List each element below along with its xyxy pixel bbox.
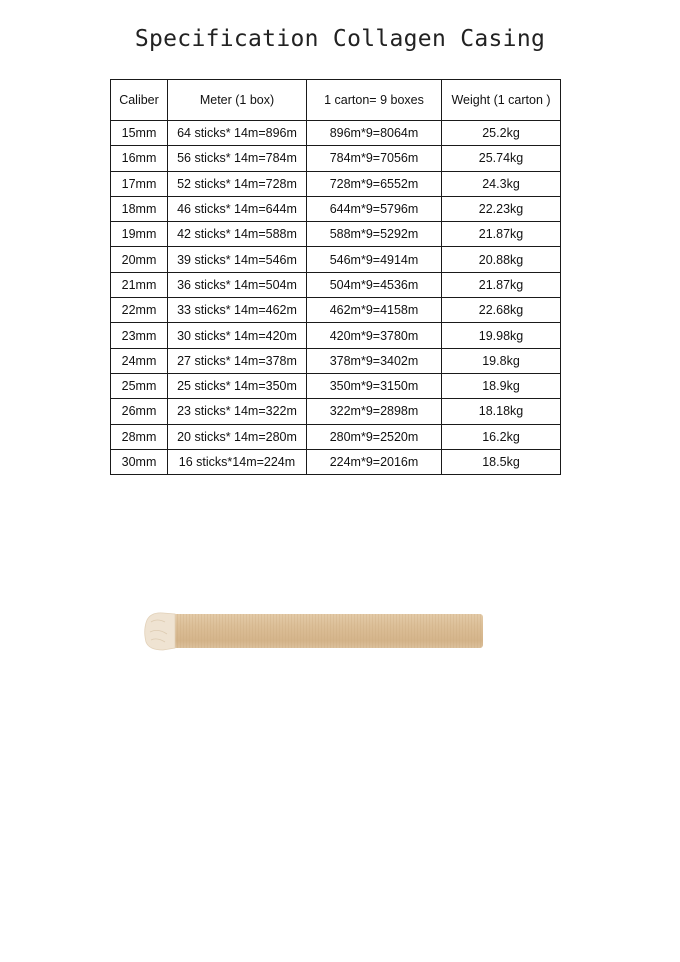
table-row — [111, 424, 561, 449]
cell-caliber: 16mm — [111, 146, 168, 171]
cell-weight: 19.98kg — [442, 323, 561, 348]
cell-carton: 462m*9=4158m — [307, 298, 442, 323]
table-row — [111, 373, 561, 398]
cell-caliber: 22mm — [111, 298, 168, 323]
table-row — [111, 298, 561, 323]
cell-weight: 18.9kg — [442, 373, 561, 398]
cell-meter: 39 sticks* 14m=546m — [168, 247, 307, 272]
cell-meter: 46 sticks* 14m=644m — [168, 196, 307, 221]
page-title: Specification Collagen Casing — [134, 26, 546, 52]
cell-meter: 56 sticks* 14m=784m — [168, 146, 307, 171]
cell-carton: 322m*9=2898m — [307, 399, 442, 424]
cell-weight: 25.74kg — [442, 146, 561, 171]
table-row — [111, 121, 561, 146]
cell-caliber: 30mm — [111, 449, 168, 474]
cell-meter: 33 sticks* 14m=462m — [168, 298, 307, 323]
cell-meter: 30 sticks* 14m=420m — [168, 323, 307, 348]
header-meter: Meter (1 box) — [168, 80, 307, 121]
cell-carton: 280m*9=2520m — [307, 424, 442, 449]
cell-caliber: 23mm — [111, 323, 168, 348]
table-row — [111, 146, 561, 171]
cell-weight: 18.5kg — [442, 449, 561, 474]
cell-caliber: 19mm — [111, 222, 168, 247]
table-row — [111, 272, 561, 297]
cell-carton: 896m*9=8064m — [307, 121, 442, 146]
cell-meter: 16 sticks*14m=224m — [168, 449, 307, 474]
cell-meter: 20 sticks* 14m=280m — [168, 424, 307, 449]
cell-caliber: 24mm — [111, 348, 168, 373]
cell-meter: 36 sticks* 14m=504m — [168, 272, 307, 297]
cell-meter: 25 sticks* 14m=350m — [168, 373, 307, 398]
table-header-row — [111, 80, 561, 121]
cell-meter: 23 sticks* 14m=322m — [168, 399, 307, 424]
collagen-casing-image — [143, 610, 488, 654]
cell-carton: 378m*9=3402m — [307, 348, 442, 373]
cell-weight: 21.87kg — [442, 272, 561, 297]
cell-carton: 546m*9=4914m — [307, 247, 442, 272]
cell-weight: 25.2kg — [442, 121, 561, 146]
cell-carton: 784m*9=7056m — [307, 146, 442, 171]
cell-weight: 16.2kg — [442, 424, 561, 449]
cell-caliber: 17mm — [111, 171, 168, 196]
cell-carton: 644m*9=5796m — [307, 196, 442, 221]
cell-carton: 350m*9=3150m — [307, 373, 442, 398]
cell-weight: 22.23kg — [442, 196, 561, 221]
cell-weight: 20.88kg — [442, 247, 561, 272]
table-row — [111, 449, 561, 474]
cell-caliber: 28mm — [111, 424, 168, 449]
cell-meter: 42 sticks* 14m=588m — [168, 222, 307, 247]
cell-caliber: 21mm — [111, 272, 168, 297]
cell-weight: 19.8kg — [442, 348, 561, 373]
header-weight: Weight (1 carton ) — [442, 80, 561, 121]
cell-carton: 420m*9=3780m — [307, 323, 442, 348]
cell-caliber: 25mm — [111, 373, 168, 398]
table-row — [111, 222, 561, 247]
table-row — [111, 171, 561, 196]
cell-weight: 18.18kg — [442, 399, 561, 424]
cell-carton: 728m*9=6552m — [307, 171, 442, 196]
cell-caliber: 20mm — [111, 247, 168, 272]
cell-meter: 52 sticks* 14m=728m — [168, 171, 307, 196]
table-row — [111, 323, 561, 348]
cell-carton: 588m*9=5292m — [307, 222, 442, 247]
cell-caliber: 15mm — [111, 121, 168, 146]
header-carton: 1 carton= 9 boxes — [307, 80, 442, 121]
cell-caliber: 18mm — [111, 196, 168, 221]
table-row — [111, 348, 561, 373]
cell-meter: 64 sticks* 14m=896m — [168, 121, 307, 146]
cell-carton: 504m*9=4536m — [307, 272, 442, 297]
cell-meter: 27 sticks* 14m=378m — [168, 348, 307, 373]
table-row — [111, 399, 561, 424]
cell-weight: 22.68kg — [442, 298, 561, 323]
cell-weight: 24.3kg — [442, 171, 561, 196]
cell-carton: 224m*9=2016m — [307, 449, 442, 474]
cell-caliber: 26mm — [111, 399, 168, 424]
header-caliber: Caliber — [111, 80, 168, 121]
table-row — [111, 196, 561, 221]
cell-weight: 21.87kg — [442, 222, 561, 247]
table-row — [111, 247, 561, 272]
specification-table — [110, 79, 561, 475]
